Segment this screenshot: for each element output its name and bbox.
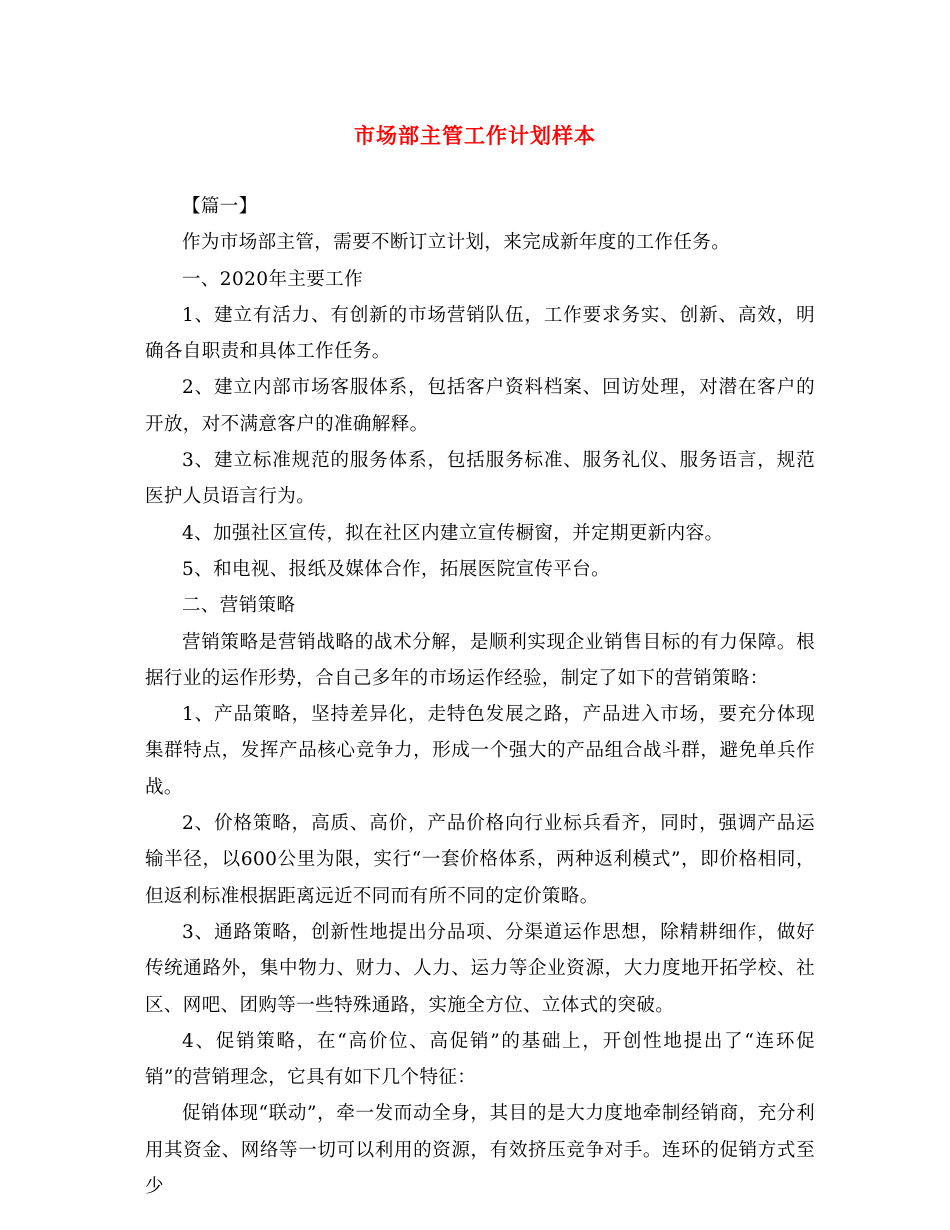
paragraph: 2、价格策略，高质、高价，产品价格向行业标兵看齐，同时，强调产品运输半径，以600公里为限，实行“一套价格体系，两种返利模式”，即价格相同，但返利标准根据距离远近不同而有所不同的定价策略。 <box>145 813 815 907</box>
section-heading: 一、2020年主要工作 <box>182 268 363 290</box>
paragraph: 5、和电视、报纸及媒体合作，拓展医院宣传平台。 <box>182 558 610 580</box>
document-title: 市场部主管工作计划样本 <box>354 123 596 148</box>
paragraph: 3、通路策略，创新性地提出分品项、分渠道运作思想，除精耕细作，做好传统通路外，集中物力、财力、人力、运力等企业资源，大力度地开拓学校、社区、网吧、团购等一些特殊通路，实施全方位、立体式的突破。 <box>145 921 815 1016</box>
section-heading: 二、营销策略 <box>182 595 296 617</box>
paragraph: 营销策略是营销战略的战术分解，是顺利实现企业销售目标的有力保障。根据行业的运作形势，合自己多年的市场运作经验，制定了如下的营销策略： <box>145 631 815 689</box>
paragraph: 1、产品策略，坚持差异化，走特色发展之路，产品进入市场，要充分体现集群特点，发挥产品核心竞争力，形成一个强大的产品组合战斗群，避免单兵作战。 <box>145 704 815 798</box>
paragraph: 4、加强社区宣传，拟在社区内建立宣传橱窗，并定期更新内容。 <box>182 522 724 544</box>
paragraph: 促销体现“联动”，牵一发而动全身，其目的是大力度地牵制经销商，充分利用其资金、网络等一切可以利用的资源，有效挤压竞争对手。连环的促销方式至少 <box>145 1103 815 1198</box>
paragraph: 1、建立有活力、有创新的市场营销队伍，工作要求务实、创新、高效，明确各自职责和具体工作任务。 <box>145 304 815 363</box>
section-label: 【篇一】 <box>182 196 258 217</box>
paragraph: 3、建立标准规范的服务体系，包括服务标准、服务礼仪、服务语言，规范医护人员语言行为。 <box>145 450 815 508</box>
paragraph: 2、建立内部市场客服体系，包括客户资料档案、回访处理，对潜在客户的开放，对不满意客户的准确解释。 <box>145 377 815 435</box>
paragraph: 4、促销策略，在“高价位、高促销”的基础上，开创性地提出了“连环促销”的营销理念，它具有如下几个特征： <box>145 1030 815 1089</box>
paragraph: 作为市场部主管，需要不断订立计划，来完成新年度的工作任务。 <box>182 232 731 254</box>
document-body <box>145 189 815 1205</box>
